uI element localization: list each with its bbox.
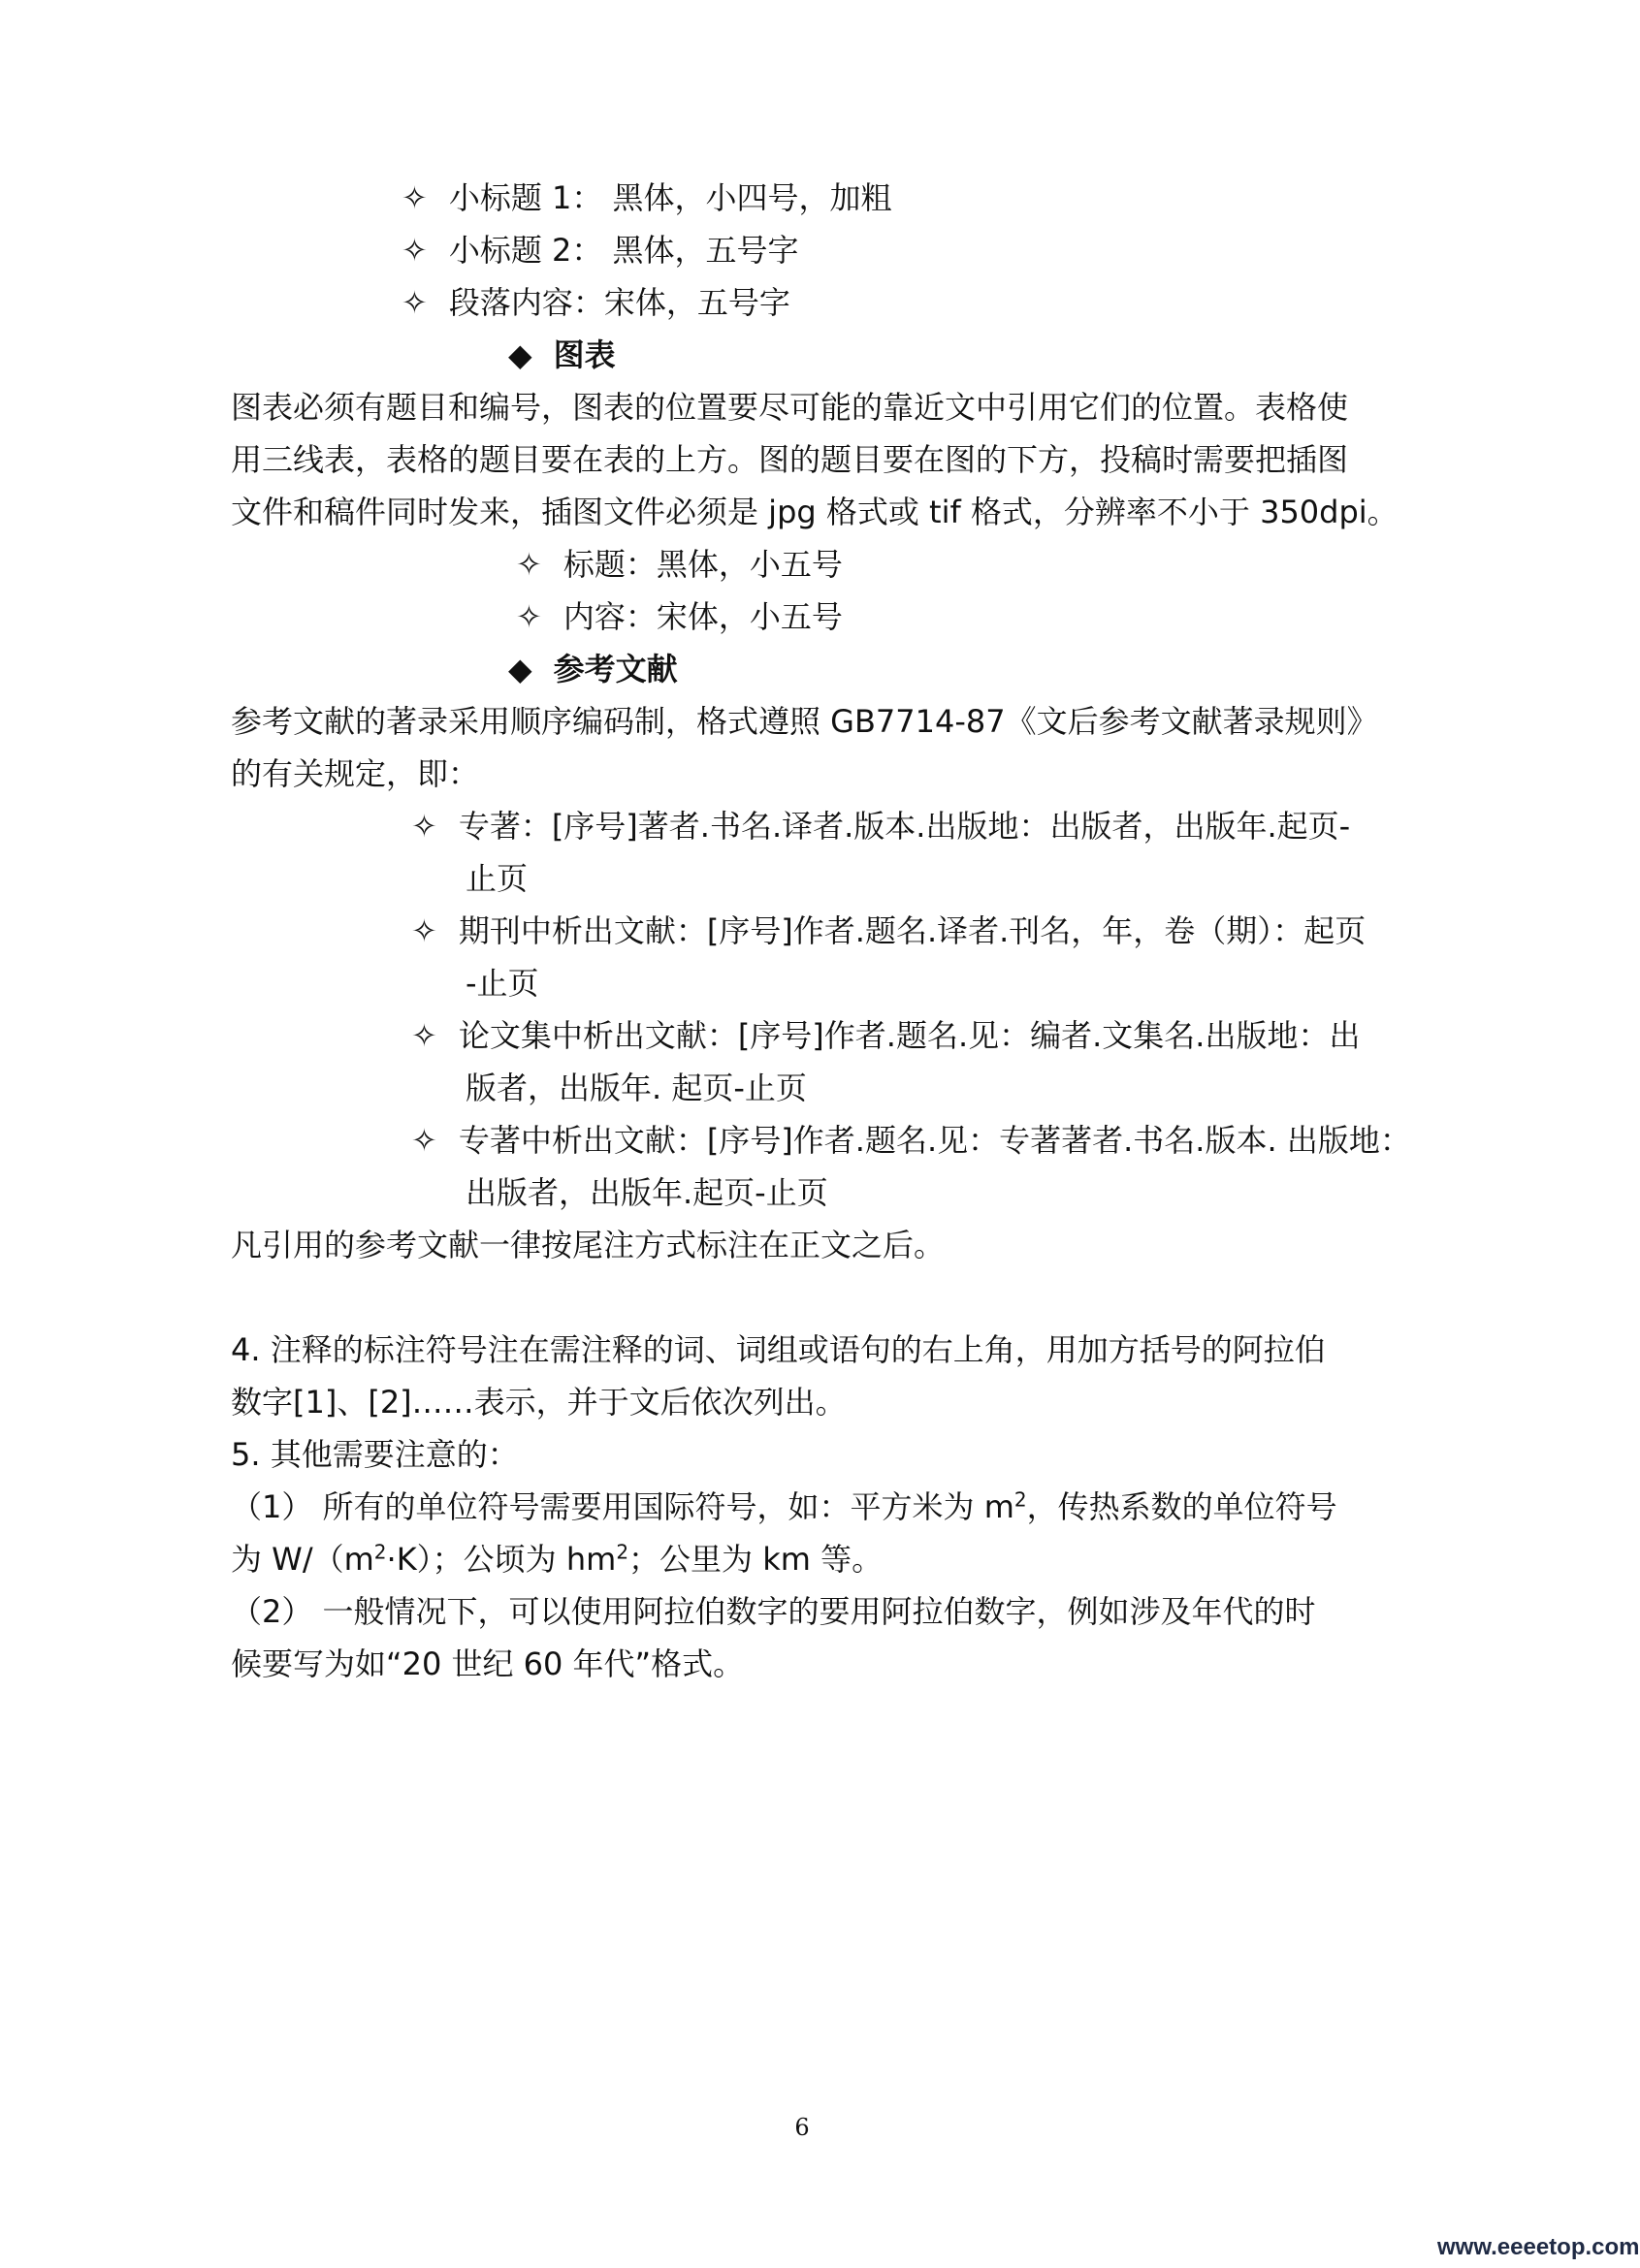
paragraph-line: 数字[1]、[2]……表示，并于文后依次列出。 [231,1384,847,1421]
diamond-icon: ◆ [508,651,532,687]
superscript: 2 [1013,1487,1027,1512]
reference-format-item [411,911,1366,950]
format-item-text: 小标题 1： 黑体，小四号，加粗 [448,179,892,216]
text-run: ·K）；公顷为 hm [386,1541,617,1578]
bullet-icon: ✧ [402,284,428,321]
format-item [402,283,790,322]
format-item [516,597,843,636]
paragraph-line: 用三线表，表格的题目要在表的上方。图的题目要在图的下方，投稿时需要把插图 [231,441,1349,478]
reference-format-continuation: 版者，出版年. 起页-止页 [466,1070,807,1106]
reference-format-text: 专著：[序号]著者.书名.译者.版本.出版地：出版者，出版年.起页- [458,808,1351,845]
reference-format-item [411,1121,1411,1160]
paragraph-line [231,1487,1337,1526]
bullet-icon: ✧ [516,546,542,583]
text-run: ，传热系数的单位符号 [1026,1488,1337,1525]
paragraph-line: 4. 注释的标注符号注在需注释的词、词组或语句的右上角，用加方括号的阿拉伯 [231,1331,1326,1368]
diamond-icon: ◆ [508,336,532,373]
format-item-text: 内容：宋体，小五号 [563,598,843,635]
format-item-text: 段落内容：宋体，五号字 [448,284,790,321]
bullet-icon: ✧ [411,808,437,845]
paragraph-line: 5. 其他需要注意的： [231,1436,519,1473]
paragraph-line: 图表必须有题目和编号，图表的位置要尽可能的靠近文中引用它们的位置。表格使 [231,389,1349,426]
bullet-icon: ✧ [516,598,542,635]
bullet-icon: ✧ [411,912,437,949]
superscript: 2 [373,1540,387,1564]
bullet-icon: ✧ [402,232,428,269]
paragraph-line: 的有关规定，即： [231,755,480,792]
paragraph-line: （2） 一般情况下，可以使用阿拉伯数字的要用阿拉伯数字，例如涉及年代的时 [231,1593,1316,1630]
format-item [516,545,843,584]
bullet-icon: ✧ [411,1122,437,1159]
superscript: 2 [616,1540,629,1564]
page-number: 6 [794,2114,810,2141]
section-heading-figures [508,335,616,374]
text-run: （1） 所有的单位符号需要用国际符号，如：平方米为 m [231,1488,1014,1525]
reference-format-continuation: -止页 [466,965,539,1002]
reference-format-item [411,807,1350,846]
paragraph-line: 凡引用的参考文献一律按尾注方式标注在正文之后。 [231,1227,946,1263]
section-heading-references [508,650,678,688]
reference-format-text: 专著中析出文献：[序号]作者.题名.见：专著著者.书名.版本. 出版地： [458,1122,1411,1159]
format-item [402,231,799,270]
section-heading-text: 图表 [553,336,616,373]
reference-format-text: 论文集中析出文献：[序号]作者.题名.见：编者.文集名.出版地：出 [458,1017,1361,1054]
format-item-text: 标题：黑体，小五号 [563,546,843,583]
bullet-icon: ✧ [402,179,428,216]
paragraph-line [231,1540,883,1579]
paragraph-line: 文件和稿件同时发来，插图文件必须是 jpg 格式或 tif 格式，分辨率不小于 350dpi。 [231,494,1399,530]
bullet-icon: ✧ [411,1017,437,1054]
reference-format-text: 期刊中析出文献：[序号]作者.题名.译者.刊名，年，卷（期）：起页 [458,912,1367,949]
watermark: www.eeeetop.com [1437,2234,1640,2260]
paragraph-line: 候要写为如“20 世纪 60 年代”格式。 [231,1645,745,1682]
reference-format-continuation: 止页 [466,860,529,897]
text-run: 为 W/（m [231,1541,374,1578]
paragraph-line: 参考文献的著录采用顺序编码制，格式遵照 GB7714-87《文后参考文献著录规则》 [231,703,1378,740]
section-heading-text: 参考文献 [553,651,678,687]
text-run: ；公里为 km 等。 [628,1541,884,1578]
format-item [402,178,892,217]
reference-format-item [411,1016,1360,1055]
format-item-text: 小标题 2： 黑体，五号字 [448,232,799,269]
reference-format-continuation: 出版者，出版年.起页-止页 [466,1174,828,1211]
